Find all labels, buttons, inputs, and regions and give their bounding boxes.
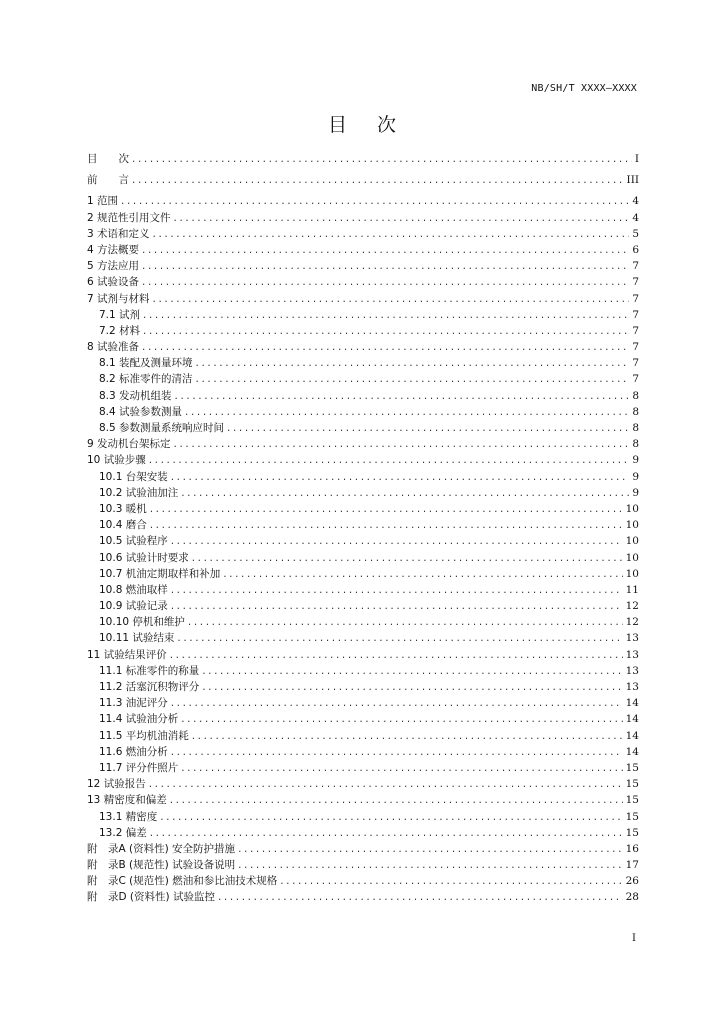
toc-subentry[interactable] xyxy=(87,630,639,646)
toc-entry-title: 目 次 xyxy=(87,153,129,165)
toc-entry-page: 15 xyxy=(625,810,639,823)
leader-dots xyxy=(132,172,624,188)
toc-subentry[interactable] xyxy=(87,469,639,485)
toc-entry-title: 附 录A (资料性) 安全防护措施 xyxy=(87,842,236,855)
page-number: I xyxy=(632,933,636,944)
toc-subentry[interactable] xyxy=(87,371,639,387)
toc-subentry[interactable] xyxy=(87,825,639,841)
toc-entry[interactable] xyxy=(87,647,639,663)
toc-entry-title: 2 规范性引用文件 xyxy=(87,211,171,224)
leader-dots xyxy=(185,404,629,420)
toc-entry-page: 15 xyxy=(625,761,639,774)
table-of-contents xyxy=(87,151,639,906)
toc-entry-page: 12 xyxy=(625,600,639,613)
toc-subentry[interactable] xyxy=(87,679,639,695)
toc-entry-title: 10.10 停机和维护 xyxy=(99,616,185,629)
toc-entry-title: 10.7 机油定期取样和补加 xyxy=(99,567,221,580)
toc-subentry[interactable] xyxy=(87,744,639,760)
leader-dots xyxy=(171,533,623,549)
leader-dots xyxy=(238,841,623,857)
toc-entry-page: 10 xyxy=(625,535,639,548)
toc-entry-title: 12 试验报告 xyxy=(87,778,146,791)
leader-dots xyxy=(150,501,623,517)
toc-subentry[interactable] xyxy=(87,355,639,371)
toc-subentry[interactable] xyxy=(87,728,639,744)
toc-entry-title: 11.6 燃油分析 xyxy=(99,745,168,758)
toc-subentry[interactable] xyxy=(87,501,639,517)
toc-subentry[interactable] xyxy=(87,614,639,630)
toc-entry-page: 8 xyxy=(632,438,639,451)
toc-entry-title: 10.6 试验计时要求 xyxy=(99,551,189,564)
toc-subentry[interactable] xyxy=(87,533,639,549)
toc-entry-title: 10 试验步骤 xyxy=(87,454,146,467)
toc-entry-title: 6 试验设备 xyxy=(87,276,140,289)
leader-dots xyxy=(192,728,623,744)
document-code: NB/SH/T XXXX—XXXX xyxy=(531,83,637,94)
leader-dots xyxy=(142,258,629,274)
toc-entry-contents[interactable] xyxy=(87,151,639,167)
toc-entry-title: 7 试剂与材料 xyxy=(87,292,150,305)
toc-entry-page: 8 xyxy=(632,389,639,402)
leader-dots xyxy=(174,210,630,226)
toc-entry-page: 13 xyxy=(625,632,639,645)
toc-entry-title: 10.2 试验油加注 xyxy=(99,486,179,499)
leader-dots xyxy=(170,647,623,663)
toc-entry[interactable] xyxy=(87,226,639,242)
toc-subentry[interactable] xyxy=(87,307,639,323)
toc-entry[interactable] xyxy=(87,436,639,452)
toc-entry-title: 附 录B (规范性) 试验设备说明 xyxy=(87,859,236,872)
toc-entry-title: 13.1 精密度 xyxy=(99,810,158,823)
toc-entry-page: 28 xyxy=(625,891,639,904)
toc-entry-page: 14 xyxy=(625,697,639,710)
toc-entry-page: 9 xyxy=(632,486,639,499)
leader-dots xyxy=(218,889,623,905)
leader-dots xyxy=(280,873,622,889)
toc-subentry[interactable] xyxy=(87,517,639,533)
toc-subentry[interactable] xyxy=(87,420,639,436)
toc-entry-title: 13 精密度和偏差 xyxy=(87,794,167,807)
leader-dots xyxy=(175,388,630,404)
leader-dots xyxy=(150,825,623,841)
toc-entry-page: 5 xyxy=(632,227,639,240)
toc-entry-page: 10 xyxy=(625,567,639,580)
toc-entry-page: 14 xyxy=(625,745,639,758)
leader-dots xyxy=(196,355,630,371)
leader-dots xyxy=(142,242,629,258)
toc-entry-page: 15 xyxy=(625,826,639,839)
toc-entry-page: 15 xyxy=(625,778,639,791)
leader-dots xyxy=(132,151,632,167)
toc-subentry[interactable] xyxy=(87,550,639,566)
toc-entry-page: 14 xyxy=(625,713,639,726)
toc-subentry[interactable] xyxy=(87,323,639,339)
toc-entry[interactable] xyxy=(87,339,639,355)
toc-entry-title: 5 方法应用 xyxy=(87,260,140,273)
leader-dots xyxy=(238,857,623,873)
leader-dots xyxy=(143,307,629,323)
toc-entry-page: 26 xyxy=(625,875,639,888)
toc-subentry[interactable] xyxy=(87,566,639,582)
toc-entry-title: 10.11 试验结束 xyxy=(99,632,175,645)
toc-entry[interactable] xyxy=(87,193,639,209)
leader-dots xyxy=(171,582,623,598)
toc-subentry[interactable] xyxy=(87,663,639,679)
leader-dots xyxy=(171,598,623,614)
toc-entry-title: 11.1 标准零件的称量 xyxy=(99,664,200,677)
toc-entry-appendix-a[interactable] xyxy=(87,841,639,857)
toc-entry-page: 4 xyxy=(632,211,639,224)
leader-dots xyxy=(202,663,622,679)
leader-dots xyxy=(202,679,622,695)
toc-entry-title: 附 录D (资料性) 试验监控 xyxy=(87,891,215,904)
leader-dots xyxy=(149,776,623,792)
toc-entry-page: I xyxy=(634,153,639,165)
toc-subentry[interactable] xyxy=(87,760,639,776)
leader-dots xyxy=(121,193,629,209)
toc-entry-page: 15 xyxy=(625,794,639,807)
toc-subentry[interactable] xyxy=(87,695,639,711)
toc-entry-title: 前 言 xyxy=(87,174,129,187)
toc-entry-title: 10.5 试验程序 xyxy=(99,535,168,548)
toc-entry-page: 7 xyxy=(632,308,639,321)
toc-entry-page: 13 xyxy=(625,664,639,677)
toc-entry-page: 8 xyxy=(632,405,639,418)
toc-entry-title: 8.5 参数测量系统响应时间 xyxy=(99,422,225,434)
toc-entry-page: 10 xyxy=(625,551,639,564)
toc-entry-appendix-c[interactable] xyxy=(87,873,639,889)
leader-dots xyxy=(171,695,623,711)
leader-dots xyxy=(142,274,629,290)
toc-entry-page: 13 xyxy=(625,648,639,661)
toc-subentry[interactable] xyxy=(87,582,639,598)
toc-entry-title: 11.3 油泥评分 xyxy=(99,697,168,710)
toc-entry[interactable] xyxy=(87,258,639,274)
leader-dots xyxy=(171,744,623,760)
toc-entry-title: 8.1 装配及测量环境 xyxy=(99,357,193,370)
toc-title: 目次 xyxy=(327,114,426,136)
leader-dots xyxy=(149,452,630,468)
leader-dots xyxy=(181,760,622,776)
toc-entry[interactable] xyxy=(87,242,639,258)
toc-entry-title: 1 范围 xyxy=(87,195,119,208)
toc-entry-page: 7 xyxy=(632,292,639,305)
toc-entry-page: 7 xyxy=(632,260,639,273)
leader-dots xyxy=(171,469,630,485)
toc-entry-page: 7 xyxy=(632,341,639,354)
toc-entry-title: 10.1 台架安装 xyxy=(99,470,168,483)
toc-entry-title: 11.5 平均机油消耗 xyxy=(99,729,189,742)
toc-entry[interactable] xyxy=(87,792,639,808)
toc-entry-title: 11.7 评分件照片 xyxy=(99,761,179,774)
toc-entry-page: 4 xyxy=(632,195,639,208)
toc-entry[interactable] xyxy=(87,291,639,307)
toc-entry-page: 6 xyxy=(632,243,639,256)
toc-entry-title: 10.9 试验记录 xyxy=(99,600,168,613)
toc-entry[interactable] xyxy=(87,776,639,792)
leader-dots xyxy=(143,323,629,339)
leader-dots xyxy=(170,792,623,808)
toc-entry-page: 8 xyxy=(632,422,639,434)
toc-entry[interactable] xyxy=(87,210,639,226)
toc-entry-page: 14 xyxy=(625,729,639,742)
toc-entry-title: 4 方法概要 xyxy=(87,243,140,256)
toc-entry-title: 10.3 暖机 xyxy=(99,502,147,515)
toc-entry-title: 7.2 材料 xyxy=(99,324,141,337)
toc-entry-page: 10 xyxy=(625,502,639,515)
toc-entry[interactable] xyxy=(87,452,639,468)
toc-entry-page: 16 xyxy=(625,842,639,855)
leader-dots xyxy=(192,550,623,566)
leader-dots xyxy=(153,226,630,242)
toc-entry-page: 10 xyxy=(625,519,639,532)
leader-dots xyxy=(188,614,623,630)
leader-dots xyxy=(181,485,629,501)
toc-entry-title: 10.4 磨合 xyxy=(99,519,147,532)
toc-entry-title: 7.1 试剂 xyxy=(99,308,141,321)
toc-entry-title: 8.2 标准零件的清洁 xyxy=(99,373,193,386)
toc-entry-page: 11 xyxy=(625,583,639,596)
leader-dots xyxy=(150,517,623,533)
toc-subentry[interactable] xyxy=(87,711,639,727)
toc-entry-title: 9 发动机台架标定 xyxy=(87,438,171,451)
toc-subentry[interactable] xyxy=(87,388,639,404)
toc-entry-page: 17 xyxy=(625,859,639,872)
toc-entry-title: 8.3 发动机组装 xyxy=(99,389,172,402)
toc-entry-title: 13.2 偏差 xyxy=(99,826,147,839)
leader-dots xyxy=(196,371,630,387)
toc-subentry[interactable] xyxy=(87,485,639,501)
toc-entry-title: 11.4 试验油分析 xyxy=(99,713,179,726)
toc-subentry[interactable] xyxy=(87,598,639,614)
toc-subentry[interactable] xyxy=(87,809,639,825)
toc-entry-page: 9 xyxy=(632,454,639,467)
leader-dots xyxy=(177,630,622,646)
toc-entry-page: 7 xyxy=(632,357,639,370)
toc-entry-page: 7 xyxy=(632,324,639,337)
toc-entry-title: 11.2 活塞沉积物评分 xyxy=(99,681,200,693)
toc-entry-title: 11 试验结果评价 xyxy=(87,648,167,661)
toc-entry-title: 3 术语和定义 xyxy=(87,227,150,240)
leader-dots xyxy=(227,420,629,436)
toc-entry-title: 10.8 燃油取样 xyxy=(99,583,168,596)
leader-dots xyxy=(174,436,630,452)
toc-entry-appendix-d[interactable] xyxy=(87,889,639,905)
leader-dots xyxy=(181,711,622,727)
leader-dots xyxy=(142,339,629,355)
toc-entry-title: 8 试验准备 xyxy=(87,341,140,354)
toc-entry-title: 8.4 试验参数测量 xyxy=(99,405,183,418)
leader-dots xyxy=(223,566,622,582)
toc-entry-page: 9 xyxy=(632,470,639,483)
toc-entry-page: III xyxy=(626,174,639,187)
toc-entry-page: 7 xyxy=(632,276,639,289)
toc-entry-page: 13 xyxy=(625,681,639,693)
toc-entry-title: 附 录C (规范性) 燃油和参比油技术规格 xyxy=(87,875,278,888)
toc-entry-page: 7 xyxy=(632,373,639,386)
toc-entry-appendix-b[interactable] xyxy=(87,857,639,873)
toc-subentry[interactable] xyxy=(87,404,639,420)
leader-dots xyxy=(160,809,622,825)
toc-entry[interactable] xyxy=(87,274,639,290)
leader-dots xyxy=(153,291,630,307)
toc-entry-foreword[interactable] xyxy=(87,172,639,188)
toc-entry-page: 12 xyxy=(625,616,639,629)
